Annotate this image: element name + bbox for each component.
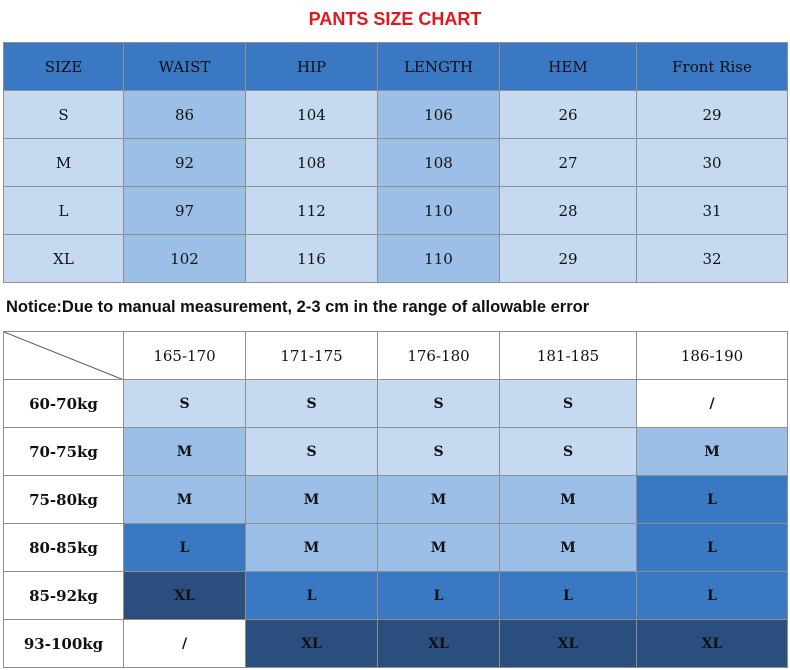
length-cell: 108 — [378, 139, 500, 187]
table-row — [4, 380, 788, 428]
table-row — [4, 91, 788, 139]
fit-size-cell: / — [637, 380, 788, 428]
waist-cell: 102 — [124, 235, 246, 283]
header-length: LENGTH — [378, 43, 500, 91]
fit-size-cell: M — [378, 476, 500, 524]
hip-cell: 104 — [246, 91, 378, 139]
header-waist: WAIST — [124, 43, 246, 91]
header-size: SIZE — [4, 43, 124, 91]
fit-size-cell: L — [124, 524, 246, 572]
fit-size-cell: M — [500, 476, 637, 524]
measurement-notice: Notice:Due to manual measurement, 2-3 cm in the range of allowable error — [6, 298, 590, 316]
fit-size-cell: XL — [246, 620, 378, 668]
fit-size-cell: M — [500, 524, 637, 572]
front-rise-cell: 30 — [637, 139, 788, 187]
chart-title: PANTS SIZE CHART — [308, 9, 482, 29]
waist-cell: 86 — [124, 91, 246, 139]
fit-size-cell: / — [124, 620, 246, 668]
hem-cell: 26 — [500, 91, 637, 139]
fit-size-cell: L — [500, 572, 637, 620]
height-range-header: 186-190 — [637, 332, 788, 380]
waist-cell: 92 — [124, 139, 246, 187]
fit-size-cell: L — [378, 572, 500, 620]
size-cell: L — [4, 187, 124, 235]
header-hip: HIP — [246, 43, 378, 91]
weight-range-label: 60-70kg — [4, 380, 124, 428]
fit-size-cell: L — [637, 524, 788, 572]
waist-cell: 97 — [124, 187, 246, 235]
fit-size-cell: S — [246, 380, 378, 428]
fit-size-cell: S — [246, 428, 378, 476]
size-cell: S — [4, 91, 124, 139]
header-hem: HEM — [500, 43, 637, 91]
weight-range-label: 75-80kg — [4, 476, 124, 524]
header-front-rise: Front Rise — [637, 43, 788, 91]
hip-cell: 108 — [246, 139, 378, 187]
table-row — [4, 139, 788, 187]
size-cell: XL — [4, 235, 124, 283]
table-row — [4, 572, 788, 620]
table-row — [4, 620, 788, 668]
front-rise-cell: 31 — [637, 187, 788, 235]
length-cell: 106 — [378, 91, 500, 139]
fit-size-cell: S — [124, 380, 246, 428]
front-rise-cell: 32 — [637, 235, 788, 283]
fit-size-cell: M — [124, 428, 246, 476]
fit-size-cell: M — [378, 524, 500, 572]
fit-size-cell: S — [500, 428, 637, 476]
table-row — [4, 428, 788, 476]
diagonal-divider-icon — [4, 332, 124, 380]
corner-cell — [4, 332, 124, 380]
hip-cell: 116 — [246, 235, 378, 283]
fit-size-cell: S — [378, 428, 500, 476]
weight-range-label: 70-75kg — [4, 428, 124, 476]
height-range-header: 176-180 — [378, 332, 500, 380]
fit-size-cell: L — [637, 476, 788, 524]
fit-size-cell: M — [637, 428, 788, 476]
height-header-row — [4, 332, 788, 380]
fit-size-cell: S — [378, 380, 500, 428]
fit-size-cell: M — [124, 476, 246, 524]
hem-cell: 29 — [500, 235, 637, 283]
fit-size-cell: XL — [378, 620, 500, 668]
size-table-header-row — [4, 43, 788, 91]
fit-size-cell: S — [500, 380, 637, 428]
height-range-header: 165-170 — [124, 332, 246, 380]
height-weight-fit-table — [3, 331, 788, 668]
size-cell: M — [4, 139, 124, 187]
fit-size-cell: XL — [124, 572, 246, 620]
fit-size-cell: M — [246, 476, 378, 524]
hem-cell: 28 — [500, 187, 637, 235]
front-rise-cell: 29 — [637, 91, 788, 139]
size-measurement-table — [3, 42, 788, 283]
fit-size-cell: XL — [637, 620, 788, 668]
length-cell: 110 — [378, 235, 500, 283]
table-row — [4, 235, 788, 283]
hem-cell: 27 — [500, 139, 637, 187]
weight-range-label: 80-85kg — [4, 524, 124, 572]
fit-size-cell: XL — [500, 620, 637, 668]
hip-cell: 112 — [246, 187, 378, 235]
fit-size-cell: M — [246, 524, 378, 572]
fit-size-cell: L — [246, 572, 378, 620]
length-cell: 110 — [378, 187, 500, 235]
weight-range-label: 85-92kg — [4, 572, 124, 620]
table-row — [4, 476, 788, 524]
height-range-header: 171-175 — [246, 332, 378, 380]
table-row — [4, 524, 788, 572]
fit-size-cell: L — [637, 572, 788, 620]
weight-range-label: 93-100kg — [4, 620, 124, 668]
height-range-header: 181-185 — [500, 332, 637, 380]
table-row — [4, 187, 788, 235]
